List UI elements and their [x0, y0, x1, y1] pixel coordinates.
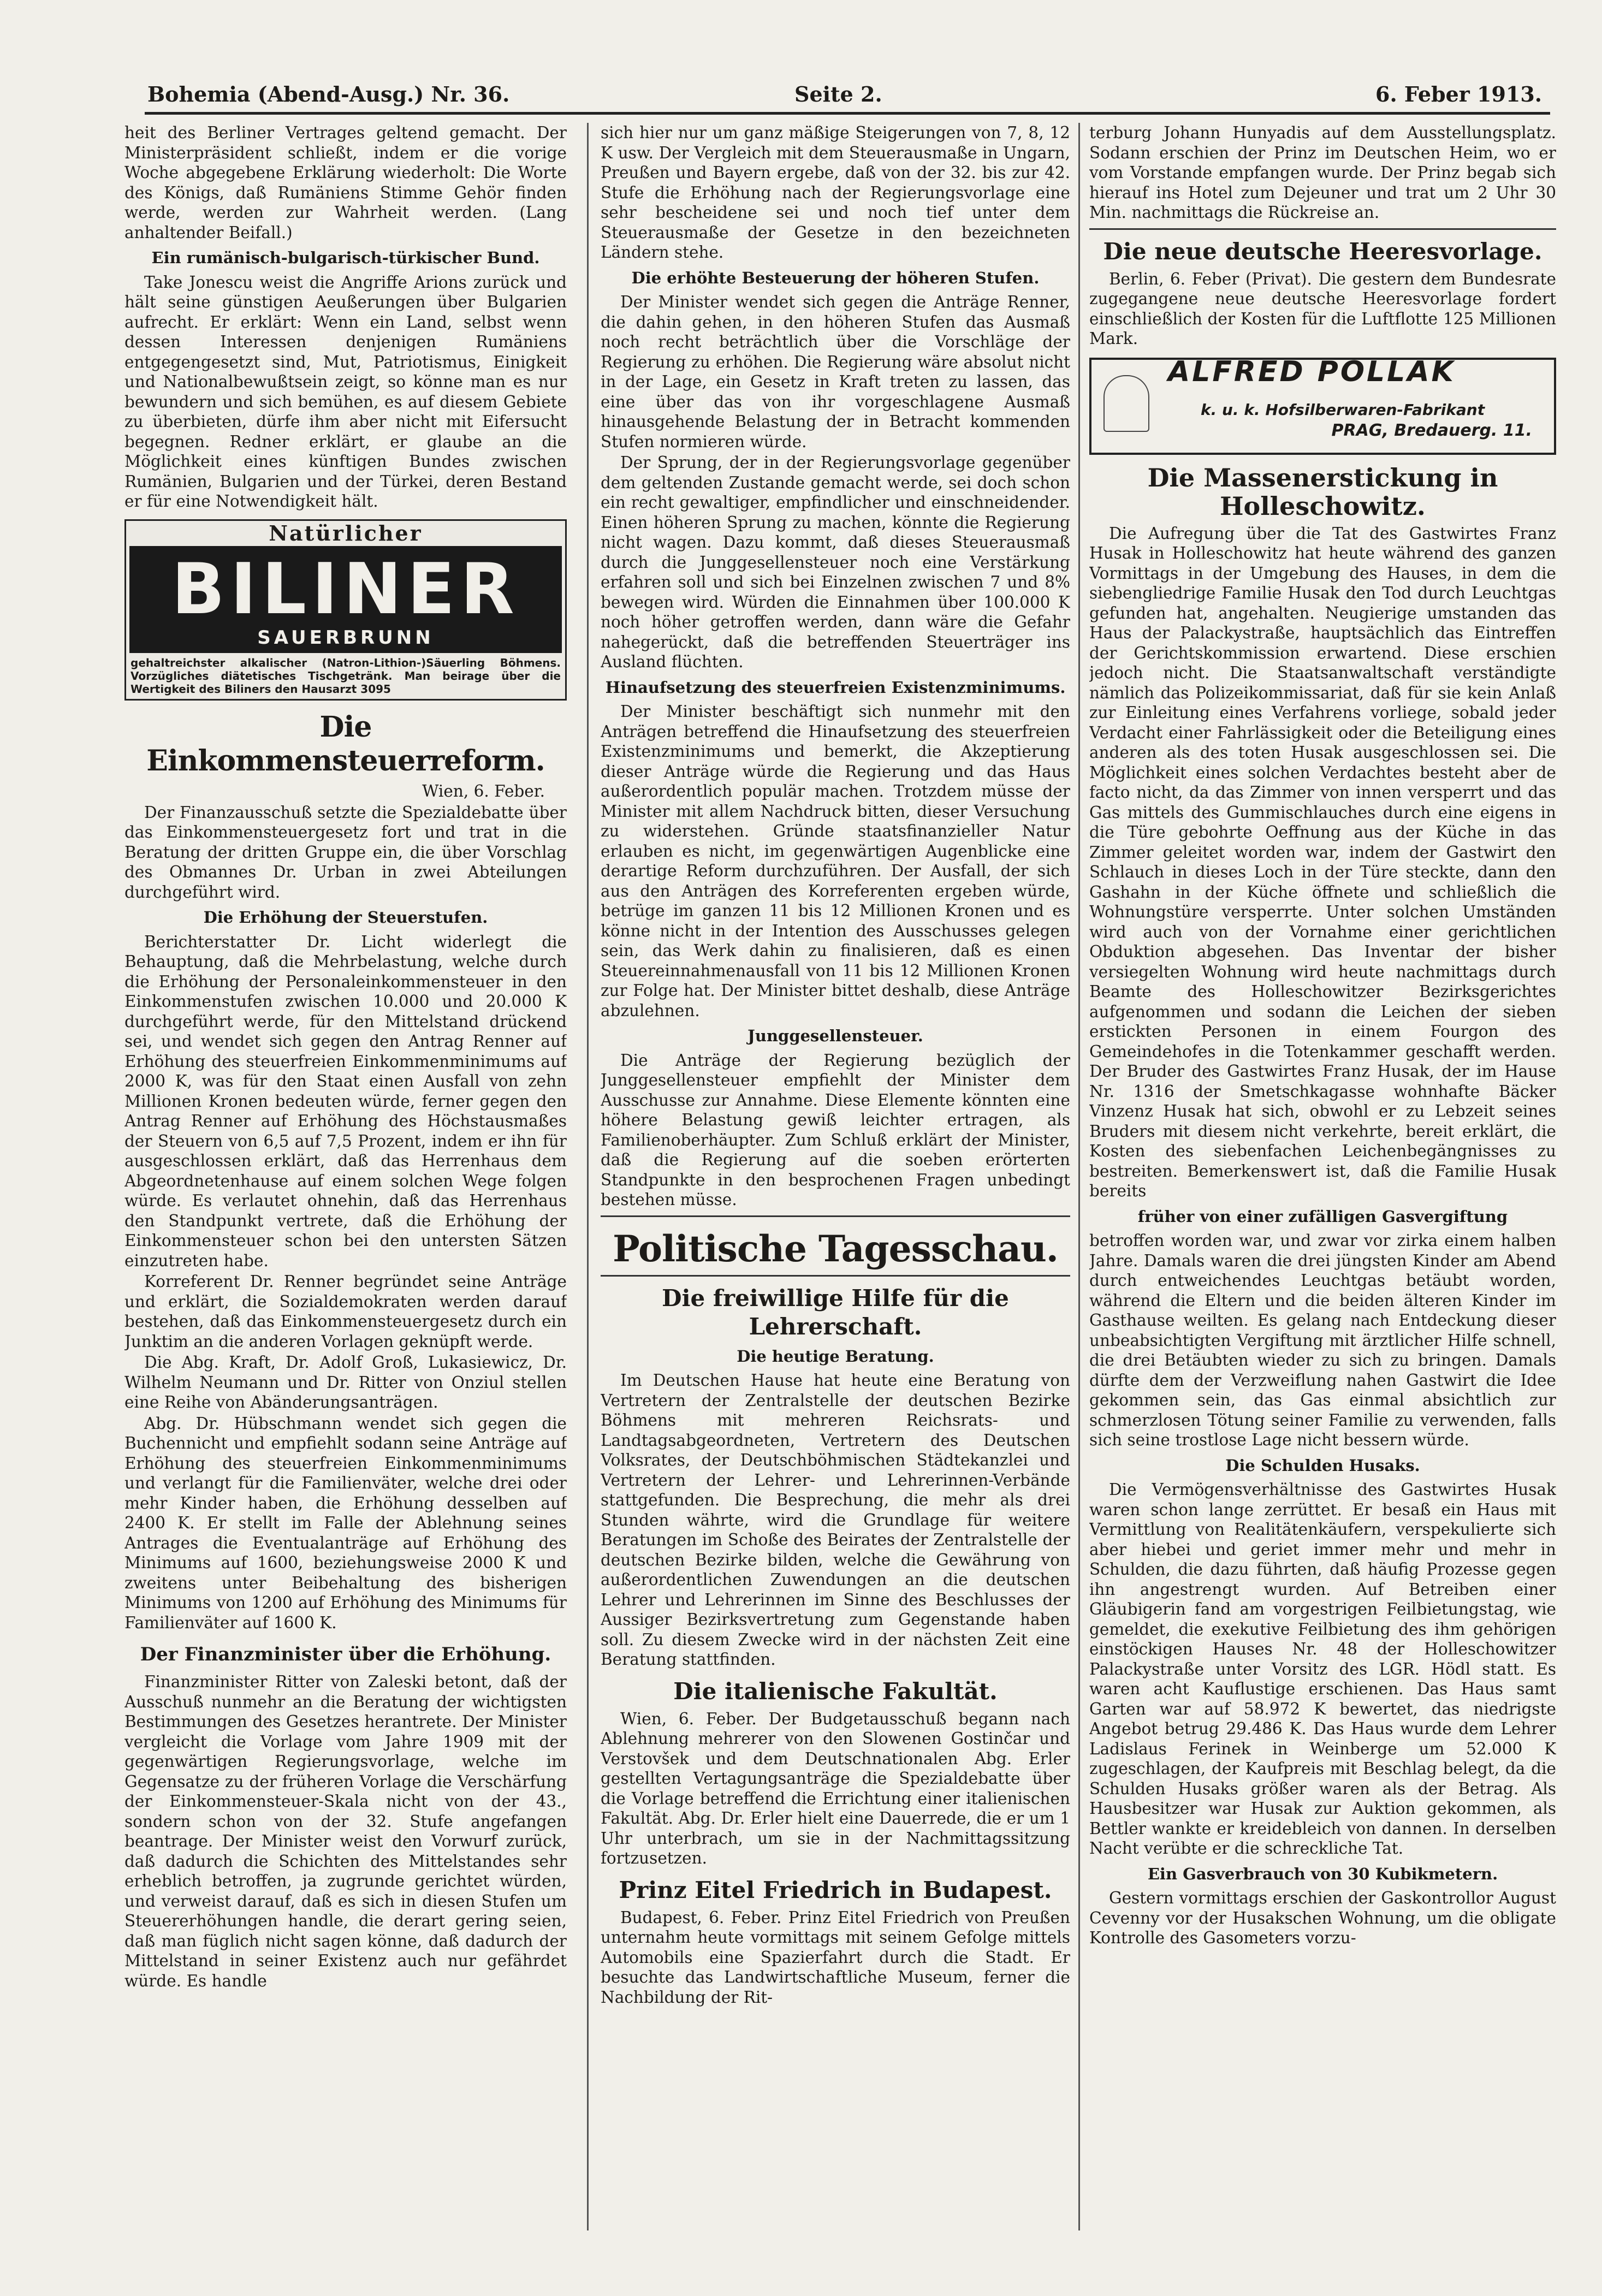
paragraph: Korreferent Dr. Renner begründet seine Anträge und erklärt, die Sozialdemokraten werden darauf bestehen, daß das Einkommensteuergesetz durch ein Junktim an die anderen Vorlagen geknüpft werde.	[124, 1272, 567, 1351]
paragraph: Abg. Dr. Hübschmann wendet sich gegen die Buchennicht und empfiehlt sodann seine Anträge auf Erhöhung des steuerfreien Einkommenminimums und verlangt für die Familienväter, welche drei oder mehr Kinder haben, die Erhöhung desselben auf 2400 K. Er stellt im Falle der Ablehnung seines Antrages die Eventualanträge auf Erhöhung des Minimums auf 1600, beziehungsweise 2000 K und zweitens unter Beibehaltung des bisherigen Minimums von 1200 auf Erhöhung des Minimums für Familienväter auf 1600 K.	[124, 1414, 567, 1632]
paragraph: Die Vermögensverhältnisse des Gastwirtes Husak waren schon lange zerrüttet. Er besaß ein Haus mit Vermittlung von Realitätenkäufern, verspekulierte sich aber hiebei und geriet immer mehr und mehr in Schulden, die dazu führten, daß häufig Prozesse gegen ihn angestrengt wurden. Auf Betreiben einer Gläubigerin fand am vorgestrigen Feilbietungstag, wie gemeldet, die exekutive Feilbietung des ihm gehörigen einstöckigen Hauses Nr. 48 der Holleschowitzer Palackystraße unter Vorsitz des LGR. Hödl statt. Es waren acht Kauflustige erschienen. Das Haus samt Garten war auf 58.972 K bewertet, das niedrigste Angebot betrug 29.486 K. Das Haus wurde dem Lehrer Ladislaus Ferinek in Weinberge um 52.000 K zugeschlagen, der Kaufpreis mit Beschlag belegt, da die Schulden Husaks größer waren als der Betrag. Als Hausbesitzer war Husak zur Auktion gekommen, als Bettler wankte er kreidebleich von dannen. In derselben Nacht verübte er die schreckliche Tat.	[1089, 1480, 1556, 1858]
paragraph: Die Abg. Kraft, Dr. Adolf Groß, Lukasiewicz, Dr. Wilhelm Neumann und Dr. Ritter von Onziul stellen eine Reihe von Abänderungsanträgen.	[124, 1353, 567, 1411]
paragraph: heit des Berliner Vertrages geltend gemacht. Der Ministerpräsident schließt, indem er die vorige Woche abgegebene Erklärung wiederholt: Die Worte des Königs, daß Rumäniens Stimme Gehör finden werde, werden zur Wahrheit werden. (Lang anhaltender Beifall.)	[124, 123, 567, 242]
subheading: Die Schulden Husaks.	[1225, 1456, 1420, 1475]
paragraph: Finanzminister Ritter von Zaleski betont, daß der Ausschuß nunmehr an die Beratung der wichtigsten Bestimmungen des Gesetzes herantrete. Der Minister vergleicht die Vorlage vom Jahre 1909 mit der gegenwärtigen Regierungsvorlage, welche im Gegensatze zu der früheren Vorlage die Verschärfung der Einkommensteuer-Skala nicht von der 43., sondern schon von der 32. Stufe angefangen beantrage. Der Minister weist den Vorwurf zurück, daß dadurch die Schichten des Mittelstandes sehr erheblich betroffen, ja zugrunde gerichtet würden, und verweist darauf, daß es sich in diesen Stufen um Steuererhöhungen handle, die derart gering seien, daß man füglich nicht sagen könne, daß dadurch der Mittelstand in seiner Existenz auch nur gefährdet würde. Es handle	[124, 1672, 567, 1990]
article-title: Die Einkommensteuerreform.	[146, 710, 545, 778]
article-title: Die Massenerstickung in Holleschowitz.	[1147, 462, 1498, 521]
ad-description: gehaltreichster alkalischer (Natron-Lithion-)Säuerling Böhmens. Vorzügliches diätetisches Tischgetränk. Man beirage über die Wertigkeit des Biliners den Hausarzt 3095	[130, 656, 561, 696]
divider	[601, 1275, 1070, 1277]
subheading: Der Finanzminister über die Erhöhung.	[140, 1644, 551, 1665]
subheading: Die erhöhte Besteuerung der höheren Stufen.	[631, 268, 1040, 287]
article-title: Die freiwillige Hilfe für die Lehrerschaft.	[662, 1284, 1009, 1340]
subheading: Die heutige Beratung.	[737, 1346, 934, 1366]
advertisement-biliner	[124, 519, 567, 701]
subheading: Ein Gasverbrauch von 30 Kubikmetern.	[1147, 1864, 1498, 1883]
paragraph: Der Sprung, der in der Regierungsvorlage gegenüber dem geltenden Zustande gemacht werde, sei doch schon ein recht gewaltiger, empfindlicher und einschneidender. Einen höheren Sprung zu machen, könnte die Regierung nicht wagen. Dazu kommt, daß dieses Steuerausmaß durch die Junggesellensteuer noch eine Verstärkung erfahren soll und sich bei Einzelnen zwischen 7 und 8% bewegen wird. Würden die Einnahmen über 100.000 K noch höher getroffen werden, dann wäre die Gefahr nahegerückt, daß die betreffenden Steuerträger ins Ausland flüchten.	[601, 453, 1070, 671]
ad-product: SAUERBRUNN	[257, 626, 434, 649]
ad-tagline: Natürlicher	[269, 520, 423, 545]
paragraph: Die Aufregung über die Tat des Gastwirtes Franz Husak in Holleschowitz hat heute während des ganzen Vormittags in der Umgebung des Hauses, in dem die siebengliedrige Familie Husak den Tod durch Leuchtgas gefunden hat, angehalten. Neugierige umstanden das Haus der Palackystraße, hauptsächlich das Eintreffen der Gerichtskommission erwartend. Diese erschien jedoch nicht. Die Staatsanwaltschaft verständigte nämlich das Polizeikommissariat, daß für sie kein Anlaß zur Einleitung eines Verfahrens vorliege, sobald jeder Verdacht einer Fahrlässigkeit oder die Beteiligung eines anderen als des toten Husak ausgeschlossen sei. Die Möglichkeit eines solchen Verdachtes besteht aber de facto nicht, da das Zimmer von innen versperrt und das Gas mittels des Gummischlauches durch eine eigens in die Türe gebohrte Oeffnung aus der Küche in das Zimmer geleitet worden war, indem der Gastwirt den Schlauch in dieses Loch in der Türe steckte, dann den Gashahn in der Küche öffnete und schließlich die Wohnungstüre versperrte. Unter solchen Umständen wird auch von der Vornahme einer gerichtlichen Obduktion abgesehen. Das Inventar der bisher versiegelten Wohnung wird heute nachmittags durch Beamte des Holleschowitzer Bezirksgerichtes aufgenommen und sodann die Leichen der sieben erstickten Personen in einem Fourgon des Gemeindehofes in die Totenkammer geschafft werden. Der Bruder des Gastwirtes Franz Husak, der im Hause Nr. 1316 der Smetschkagasse wohnhafte Bäcker Vinzenz Husak hat sich, obwohl er zu Lebzeit seines Bruders mit diesem nicht verkehrte, bereit erklärt, die Kosten des siebenfachen Leichenbegängnisses zu bestreiten. Bemerkenswert ist, daß die Familie Husak bereits	[1089, 524, 1556, 1200]
divider	[601, 1215, 1070, 1217]
column-3	[1089, 123, 1556, 2247]
paragraph: Der Finanzausschuß setzte die Spezialdebatte über das Einkommensteuergesetz fort und trat in die Beratung der dritten Gruppe ein, die über Vorschlag des Obmannes Dr. Urban in zwei Abteilungen durchgeführt wird.	[124, 803, 567, 901]
subheading: Die Erhöhung der Steuerstufen.	[203, 908, 488, 927]
header-publication: Bohemia (Abend-Ausg.) Nr. 36.	[147, 82, 510, 106]
subheading: früher von einer zufälligen Gasvergiftung	[1137, 1207, 1508, 1226]
paragraph: sich hier nur um ganz mäßige Steigerungen von 7, 8, 12 K usw. Der Vergleich mit dem Steuerausmaße in Ungarn, Preußen und Bayern ergebe, daß von der 32. bis zur 42. Stufe die Erhöhung nach der Regierungsvorlage eine sehr bescheidene sei und noch tief unter dem Steuerausmaße der Gesetze in den bezeichneten Ländern stehe.	[601, 123, 1070, 262]
ad-brand-box	[129, 546, 562, 654]
page-header	[147, 82, 1542, 115]
advertisement-pollak	[1089, 355, 1556, 455]
paragraph: Der Minister wendet sich gegen die Anträge Renner, die dahin gehen, in den höheren Stufen das Ausmaß noch recht beträchtlich über die Vorschläge der Regierung zu erhöhen. Die Regierung wäre absolut nicht in der Lage, ein Gesetz in Kraft treten zu lassen, das eine über das von ihr vorgeschlagene Ausmaß hinausgehende Belastung der in Betracht kommenden Stufen normieren würde.	[601, 293, 1070, 451]
section-title: Politische Tagesschau.	[613, 1227, 1058, 1270]
trophy-icon	[1103, 375, 1149, 432]
column-divider	[1078, 123, 1080, 2230]
article-title: Prinz Eitel Friedrich in Budapest.	[619, 1876, 1052, 1903]
subheading: Junggesellensteuer.	[747, 1027, 923, 1045]
article-title: Die neue deutsche Heeresvorlage.	[1103, 238, 1542, 265]
divider	[1089, 228, 1556, 230]
ad-company-name: ALFRED POLLAK	[1168, 355, 1456, 388]
paragraph: Berlin, 6. Feber (Privat). Die gestern dem Bundesrate zugegangene neue deutsche Heeresvorlage fordert einschließlich der Kosten für die Luftflotte 125 Millionen Mark.	[1089, 269, 1556, 348]
header-rule	[145, 112, 1550, 115]
paragraph: Gestern vormittags erschien der Gaskontrollor August Cevenny vor der Husakschen Wohnung, um die obligate Kontrolle des Gasometers vorzu-	[1089, 1889, 1556, 1947]
paragraph: terburg Johann Hunyadis auf dem Ausstellungsplatz. Sodann erschien der Prinz im Deutschen Heim, wo er vom Vorstande empfangen wurde. Der Prinz begab sich hierauf ins Hotel zum Dejeuner und trat um 2 Uhr 30 Min. nachmittags die Rückreise an.	[1089, 123, 1556, 222]
ad-company-address: PRAG, Bredauerg. 11.	[1331, 420, 1532, 440]
paragraph: Wien, 6. Feber. Der Budgetausschuß begann nach Ablehnung mehrerer von den Slowenen Gostinčar und Verstovšek und dem Deutschnationalen Abg. Erler gestellten Vertagungsanträge die Spezialdebatte über die Vorlage betreffend die Errichtung einer italienischen Fakultät. Abg. Dr. Erler hielt eine Dauerrede, die er um 1 Uhr unterbrach, um sie in der Nachmittagssitzung fortzusetzen.	[601, 1709, 1070, 1867]
header-page-number: Seite 2.	[794, 82, 882, 106]
column-1	[124, 123, 567, 2247]
paragraph: Berichterstatter Dr. Licht widerlegt die Behauptung, daß die Mehrbelastung, welche durch die Erhöhung der Personaleinkommensteuer in den Einkommenstufen zwischen 10.000 und 20.000 K durchgeführt werde, für den Mittelstand drückend sei, und wendet sich gegen den Antrag Renner auf Erhöhung des steuerfreien Einkommenminimums auf 2000 K, was für den Staat einen Ausfall von zehn Millionen Kronen bedeuten würde, ferner gegen den Antrag Renner auf Erhöhung des Höchstausmaßes der Steuern von 6,5 auf 7,5 Prozent, indem er ihn für ausgeschlossen erklärt, daß das Herrenhaus dem Abgeordnetenhause auf einem solchen Wege folgen würde. Es verlautet ohnehin, daß das Herrenhaus den Standpunkt vertrete, daß die Erhöhung der Einkommensteuer schon bei den untersten Sätzen einzutreten habe.	[124, 932, 567, 1270]
ad-brand: BILINER	[171, 548, 520, 630]
dateline: Wien, 6. Feber.	[422, 782, 545, 800]
header-date: 6. Feber 1913.	[1375, 82, 1542, 106]
column-divider	[587, 123, 589, 2230]
article-title: Die italienische Fakultät.	[673, 1677, 998, 1705]
subheading: Ein rumänisch-bulgarisch-türkischer Bund.	[151, 248, 540, 267]
paragraph: Budapest, 6. Feber. Prinz Eitel Friedrich von Preußen unternahm heute vormittags mit seinem Gefolge mittels Automobils eine Spazierfahrt durch die Stadt. Er besuchte das Landwirtschaftliche Museum, ferner die Nachbildung der Rit-	[601, 1908, 1070, 2007]
paragraph: Im Deutschen Hause hat heute eine Beratung von Vertretern der Zentralstelle der deutschen Bezirke Böhmens mit mehreren Reichsrats- und Landtagsabgeordneten, Vertretern des Deutschen Volksrates, der Deutschböhmischen Städtekanzlei und Vertretern der Lehrer- und Lehrerinnen-Verbände stattgefunden. Die Besprechung, die mehr als drei Stunden währte, wird die Grundlage für weitere Beratungen im Schoße des Beirates der Zentralstelle der deutschen Bezirke bilden, welche die Gewährung von außerordentlichen Zuwendungen an die deutschen Lehrer und Lehrerinnen im Sinne des Beschlusses der Aussiger Bezirksvertretung zum Gegenstande haben soll. Zu diesem Zwecke wird in der nächsten Zeit eine Beratung stattfinden.	[601, 1371, 1070, 1669]
paragraph: betroffen worden war, und zwar vor zirka einem halben Jahre. Damals waren die drei jüngsten Kinder am Abend durch entweichendes Leuchtgas betäubt worden, während die Eltern und die beiden älteren Kinder im Gasthause weilten. Es gelang nach Entdeckung dieser unbeabsichtigten Vergiftung mit ärztlicher Hilfe schnell, die drei Betäubten wieder zu sich zu bringen. Damals dürfte dem der Verzweiflung nahen Gastwirt die Idee gekommen sein, das Gas einmal absichtlich zur schmerzlosen Tötung seiner Familie zu verwenden, falls sich seine trostlose Lage nicht bessern würde.	[1089, 1231, 1556, 1449]
paragraph: Die Anträge der Regierung bezüglich der Junggesellensteuer empfiehlt der Minister dem Ausschusse zur Annahme. Diese Elemente könnten eine höhere Belastung gewiß leichter ertragen, als Familienoberhäupter. Zum Schluß erklärt der Minister, daß die Regierung auf die soeben erörterten Standpunkte in den besprochenen Fragen unbedingt bestehen müsse.	[601, 1051, 1070, 1209]
paragraph: Der Minister beschäftigt sich nunmehr mit den Anträgen betreffend die Hinaufsetzung des steuerfreien Existenzminimums und bemerkt, die Akzeptierung dieser Anträge würde die Regierung und das Haus außerordentlich populär machen. Trotzdem müsse der Minister mit allem Nachdruck bitten, dieser Versuchung zu widerstehen. Gründe staatsfinanzieller Natur erlauben es nicht, im gegenwärtigen Augenblicke eine derartige Reform durchzuführen. Der Ausfall, der sich aus den Anträgen des Korreferenten ergeben würde, betrüge im ganzen 11 bis 12 Millionen Kronen und es könne nicht in der Intention des Ausschusses gelegen sein, das Werk dahin zu finalisieren, daß es einen Steuereinnahmenausfall von 11 bis 12 Millionen Kronen zur Folge hat. Der Minister bittet deshalb, diese Anträge abzulehnen.	[601, 702, 1070, 1020]
subheading: Hinaufsetzung des steuerfreien Existenzminimums.	[605, 678, 1066, 697]
paragraph: Take Jonescu weist die Angriffe Arions zurück und hält seine günstigen Aeußerungen über Bulgarien aufrecht. Er erklärt: Wenn ein Land, selbst wenn dessen Interessen denjenigen Rumäniens entgegengesetzt sind, Mut, Patriotismus, Einigkeit und Nationalbewußtsein zeigt, so könne man es nur bewundern und sich bemühen, es auf diesem Gebiete zu überbieten, dürfe ihm aber nicht mit Eifersucht begegnen. Redner erklärt, er glaube an die Möglichkeit eines künftigen Bundes zwischen Rumänien, Bulgarien und der Türkei, deren Bestand er für eine Notwendigkeit hält.	[124, 272, 567, 511]
column-2	[601, 123, 1070, 2247]
ad-company-line: k. u. k. Hofsilberwaren-Fabrikant	[1201, 400, 1485, 419]
